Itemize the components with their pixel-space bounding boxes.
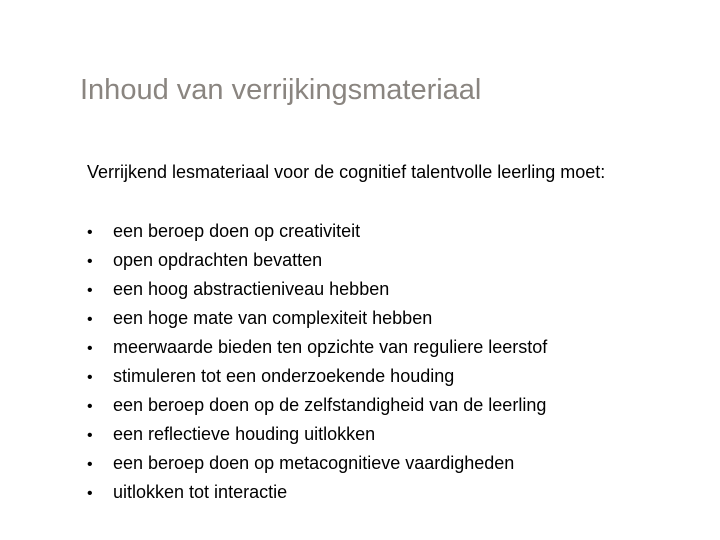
bullet-icon: •: [87, 253, 93, 270]
list-item-text: een beroep doen op de zelfstandigheid van de leerling: [113, 395, 547, 415]
list-item: [87, 422, 547, 451]
bullet-icon: •: [87, 485, 93, 502]
bullet-icon: •: [87, 340, 93, 357]
list-item: [87, 393, 547, 422]
bullet-icon: •: [87, 224, 93, 241]
slide-title: Inhoud van verrijkingsmateriaal: [80, 74, 482, 106]
list-item-text: een hoge mate van complexiteit hebben: [113, 308, 433, 328]
bullet-icon: •: [87, 456, 93, 473]
list-item-text: een hoog abstractieniveau hebben: [113, 279, 390, 299]
list-item-text: een reflectieve houding uitlokken: [113, 424, 376, 444]
list-item: [87, 480, 547, 509]
list-item: [87, 306, 547, 335]
intro-text: Verrijkend lesmateriaal voor de cognitief talentvolle leerling moet:: [87, 162, 606, 182]
list-item: [87, 219, 547, 248]
list-item: [87, 335, 547, 364]
bullet-icon: •: [87, 369, 93, 386]
list-item: [87, 277, 547, 306]
list-item-text: uitlokken tot interactie: [113, 482, 288, 502]
bullet-icon: •: [87, 282, 93, 299]
bullet-list: [87, 219, 547, 509]
list-item-text: stimuleren tot een onderzoekende houding: [113, 366, 455, 386]
list-item: [87, 248, 547, 277]
bullet-icon: •: [87, 427, 93, 444]
bullet-icon: •: [87, 311, 93, 328]
list-item-text: meerwaarde bieden ten opzichte van reguliere leerstof: [113, 337, 548, 357]
list-item: [87, 364, 547, 393]
list-item-text: open opdrachten bevatten: [113, 250, 323, 270]
list-item-text: een beroep doen op metacognitieve vaardigheden: [113, 453, 515, 473]
bullet-icon: •: [87, 398, 93, 415]
list-item: [87, 451, 547, 480]
list-item-text: een beroep doen op creativiteit: [113, 221, 361, 241]
